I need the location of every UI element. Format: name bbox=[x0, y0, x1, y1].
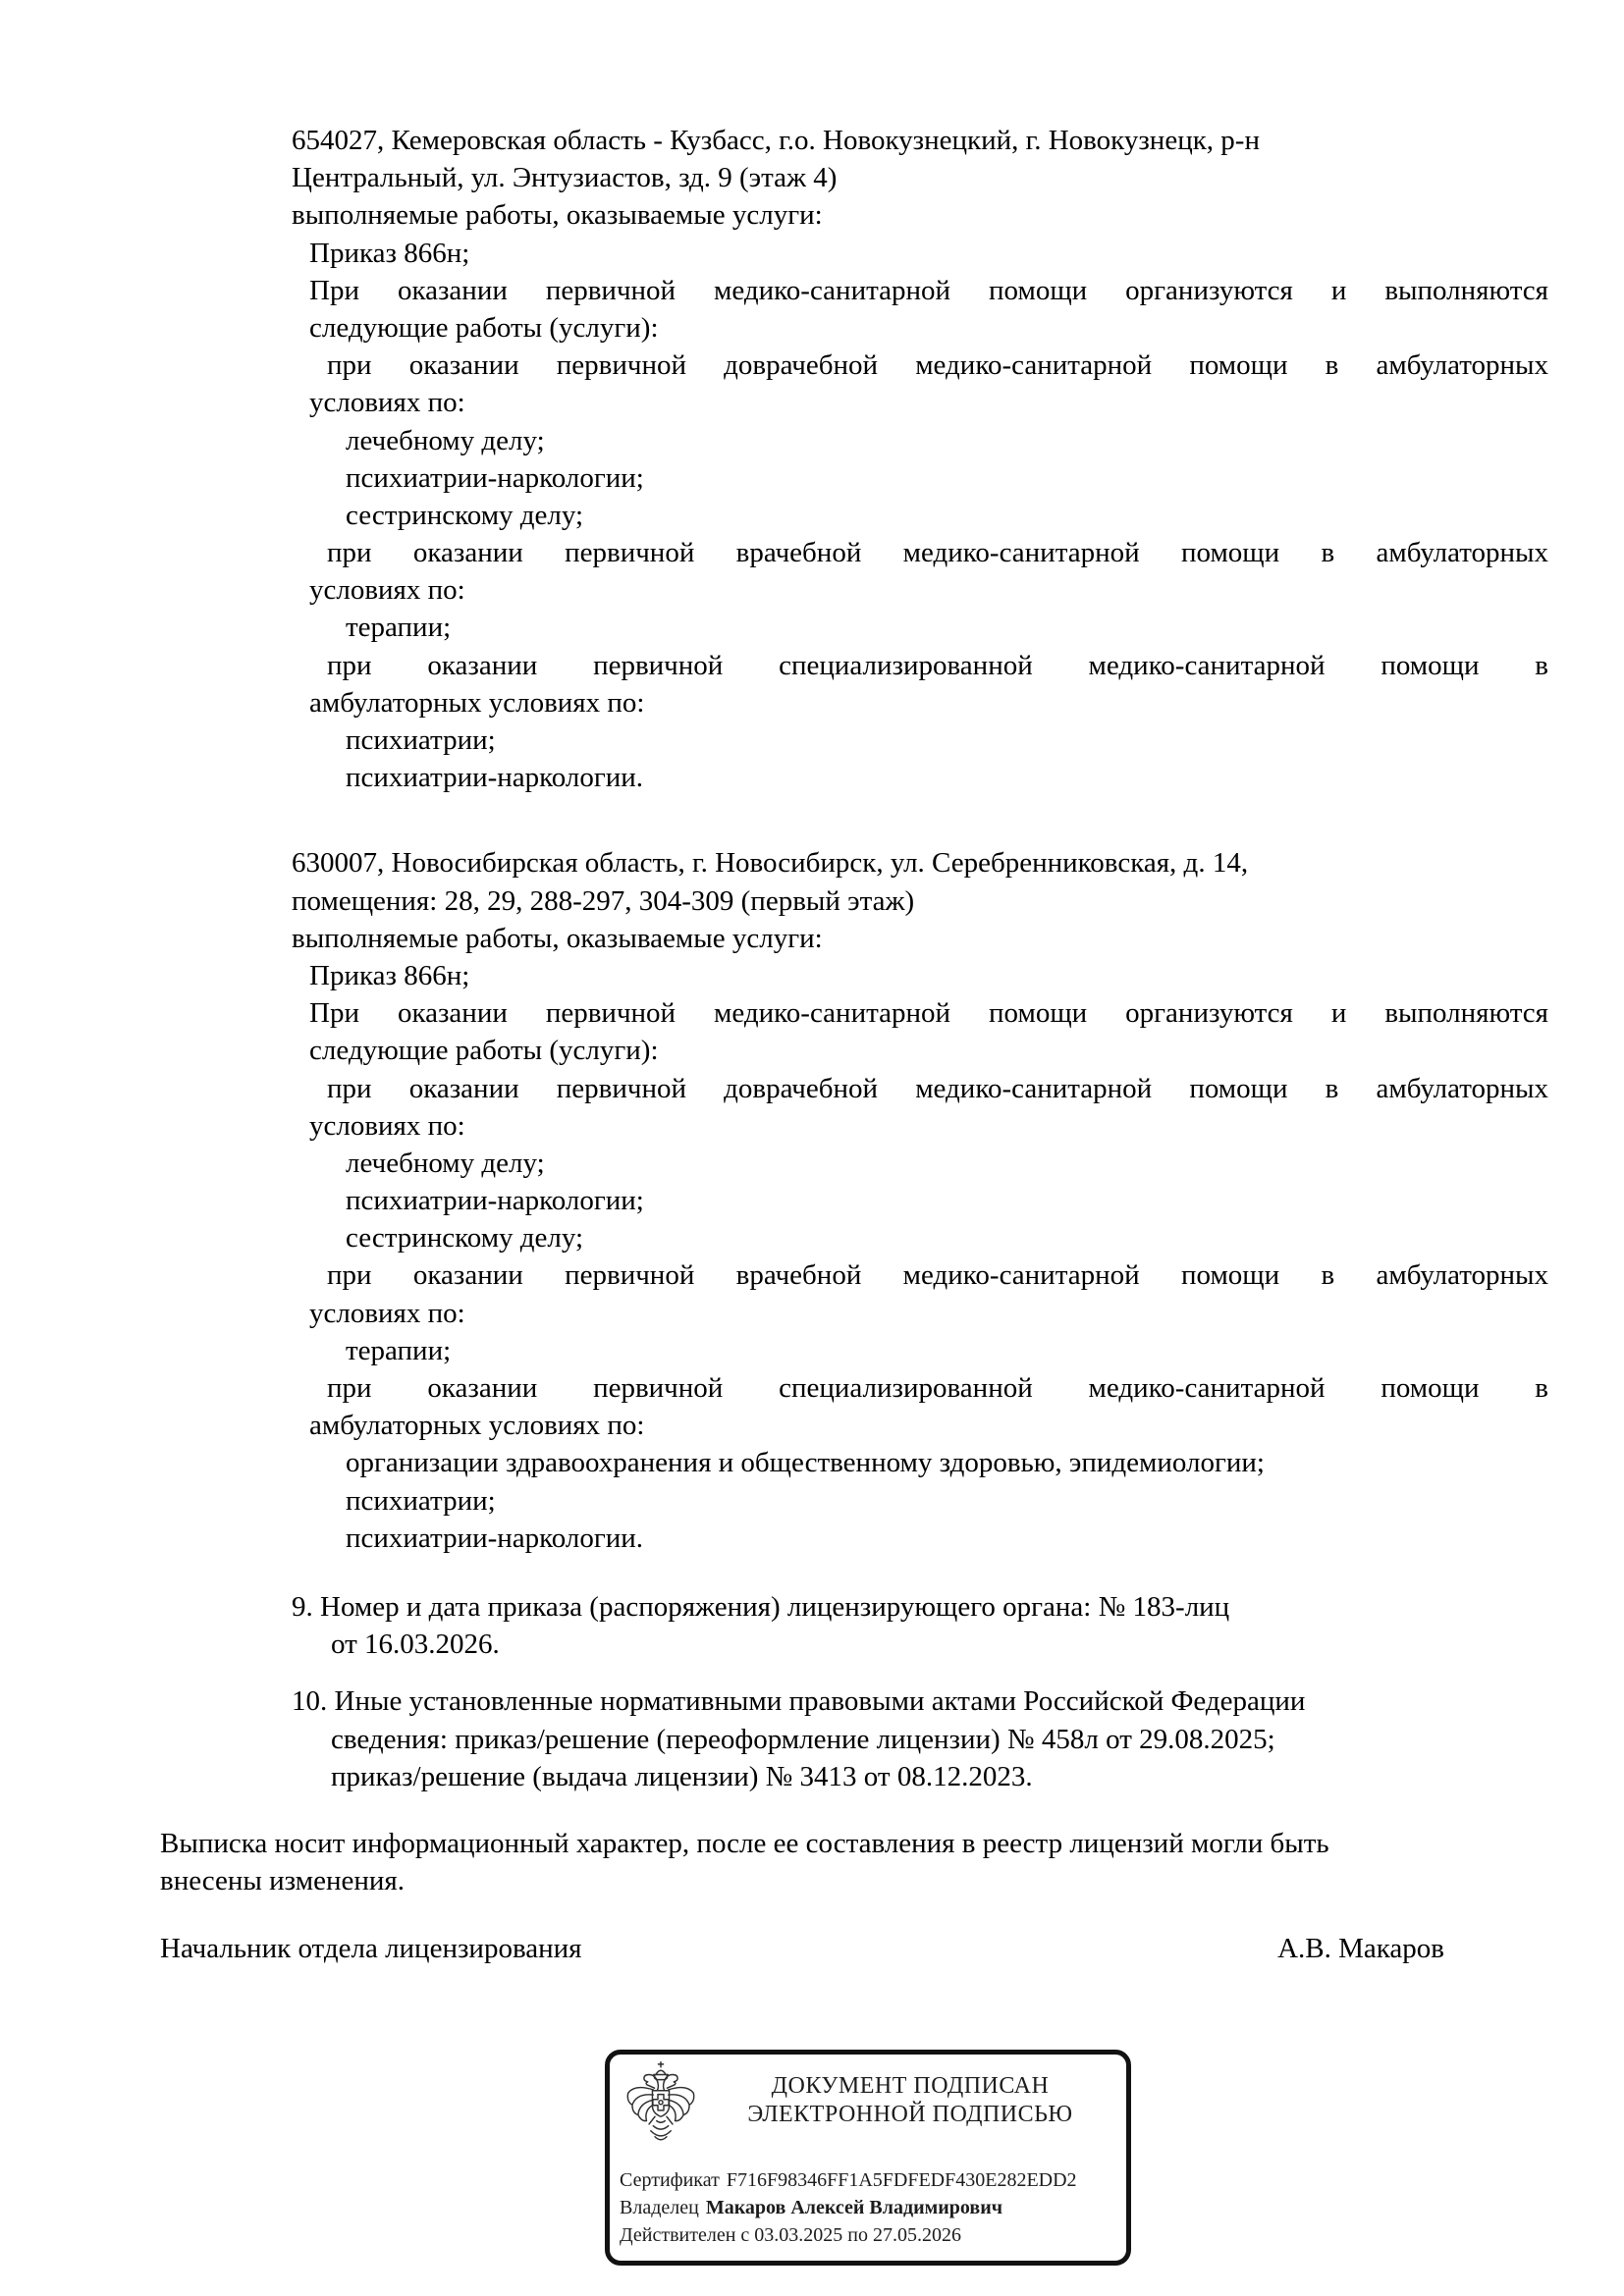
body-line: психиатрии; bbox=[346, 1484, 496, 1517]
validity-line: Действителен с 03.03.2025 по 27.05.2026 bbox=[620, 2224, 961, 2246]
body-line: при оказании первичной специализированной медико-санитарной помощи в bbox=[327, 649, 1548, 681]
body-line: условиях по: bbox=[309, 574, 465, 607]
body-line: амбулаторных условиях по: bbox=[309, 1410, 645, 1442]
body-line: при оказании первичной специализированной медико-санитарной помощи в bbox=[327, 1372, 1548, 1404]
body-line: психиатрии-наркологии. bbox=[346, 762, 644, 794]
body-line: психиатрии-наркологии; bbox=[346, 1185, 644, 1217]
body-line: выполняемые работы, оказываемые услуги: bbox=[292, 199, 823, 232]
signatory-name: А.В. Макаров bbox=[1277, 1933, 1444, 1964]
body-line: психиатрии; bbox=[346, 724, 496, 756]
body-line: помещения: 28, 29, 288-297, 304-309 (первый этаж) bbox=[292, 884, 915, 917]
body-line: при оказании первичной доврачебной медико-санитарной помощи в амбулаторных bbox=[327, 349, 1548, 382]
body-line: терапии; bbox=[346, 612, 452, 644]
body-line: 9. Номер и дата приказа (распоряжения) лицензирующего органа: № 183-лиц bbox=[292, 1590, 1230, 1623]
body-line: Приказ 866н; bbox=[309, 959, 470, 991]
body-line: Центральный, ул. Энтузиастов, зд. 9 (этаж 4) bbox=[292, 162, 838, 194]
note-line: Выписка носит информационный характер, после ее составления в реестр лицензий могли быть bbox=[160, 1828, 1329, 1859]
body-line: приказ/решение (выдача лицензии) № 3413 от 08.12.2023. bbox=[331, 1760, 1033, 1792]
body-line: 630007, Новосибирская область, г. Новосибирск, ул. Серебренниковская, д. 14, bbox=[292, 847, 1249, 880]
body-line: условиях по: bbox=[309, 387, 465, 419]
body-line: При оказании первичной медико-санитарной помощи организуются и выполняются bbox=[309, 274, 1548, 306]
body-line: амбулаторных условиях по: bbox=[309, 686, 645, 719]
body-line: следующие работы (услуги): bbox=[309, 1035, 659, 1067]
body-line: выполняемые работы, оказываемые услуги: bbox=[292, 922, 823, 954]
certificate-value: F716F98346FF1A5FDFEDF430E282EDD2 bbox=[726, 2169, 1077, 2191]
owner-name: Макаров Алексей Владимирович bbox=[705, 2197, 1002, 2218]
body-line: сестринскому делу; bbox=[346, 1222, 584, 1255]
body-line: следующие работы (услуги): bbox=[309, 311, 659, 344]
signatory-position: Начальник отдела лицензирования bbox=[160, 1933, 582, 1964]
body-line: сестринскому делу; bbox=[346, 499, 584, 531]
signature-row bbox=[160, 1930, 1444, 1967]
owner-line bbox=[620, 2194, 1116, 2221]
stamp-details bbox=[610, 2153, 1126, 2249]
body-line: Приказ 866н; bbox=[309, 237, 470, 269]
digital-signature-stamp bbox=[605, 2050, 1131, 2266]
note-line: внесены изменения. bbox=[160, 1865, 405, 1897]
body-line: лечебному делу; bbox=[346, 1147, 545, 1179]
certificate-line bbox=[620, 2166, 1116, 2194]
body-line: условиях по: bbox=[309, 1297, 465, 1329]
body-line: при оказании первичной врачебной медико-санитарной помощи в амбулаторных bbox=[327, 537, 1548, 569]
body-line: от 16.03.2026. bbox=[331, 1629, 500, 1661]
body-line: психиатрии-наркологии. bbox=[346, 1522, 644, 1554]
stamp-title-line: ДОКУМЕНТ ПОДПИСАН bbox=[771, 2073, 1050, 2099]
stamp-title-line: ЭЛЕКТРОННОЙ ПОДПИСЬЮ bbox=[747, 2102, 1073, 2127]
info-note bbox=[160, 1825, 1546, 1899]
body-line: организации здравоохранения и общественному здоровью, эпидемиологии; bbox=[346, 1447, 1265, 1479]
body-line: При оказании первичной медико-санитарной помощи организуются и выполняются bbox=[309, 997, 1548, 1030]
body-line: 654027, Кемеровская область - Кузбасс, г.о. Новокузнецкий, г. Новокузнецк, р-н bbox=[292, 125, 1260, 156]
stamp-title bbox=[704, 2060, 1116, 2129]
body-line: терапии; bbox=[346, 1334, 452, 1366]
body-line: сведения: приказ/решение (переоформление лицензии) № 458л от 29.08.2025; bbox=[331, 1723, 1275, 1755]
certificate-label: Сертификат bbox=[620, 2169, 720, 2191]
body-line: условиях по: bbox=[309, 1109, 465, 1142]
body-line: психиатрии-наркологии; bbox=[346, 461, 644, 494]
eagle-emblem-icon bbox=[618, 2060, 704, 2153]
body-text bbox=[292, 122, 1548, 1795]
body-line: при оказании первичной доврачебной медико-санитарной помощи в амбулаторных bbox=[327, 1072, 1548, 1104]
body-line: 10. Иные установленные нормативными правовыми актами Российской Федерации bbox=[292, 1685, 1306, 1718]
owner-label: Владелец bbox=[620, 2197, 699, 2218]
body-line: лечебному делу; bbox=[346, 424, 545, 456]
stamp-header bbox=[610, 2055, 1126, 2153]
body-line: при оказании первичной врачебной медико-санитарной помощи в амбулаторных bbox=[327, 1259, 1548, 1292]
